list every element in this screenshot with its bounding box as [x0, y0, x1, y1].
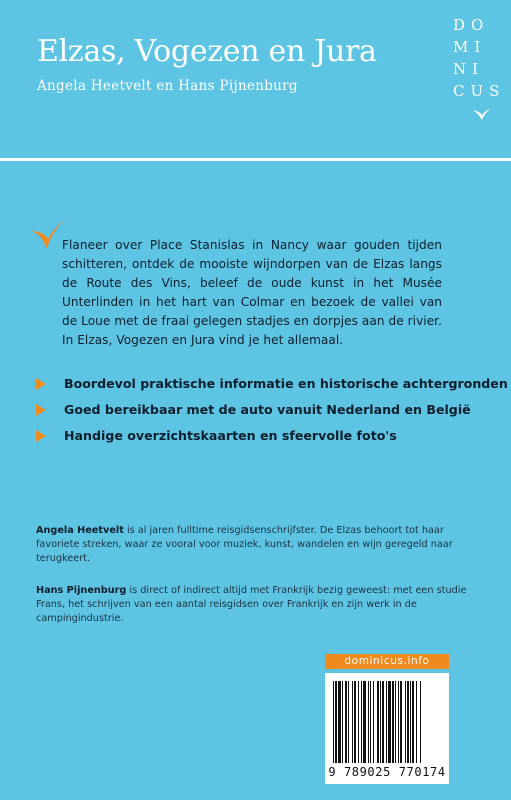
author-bio [36, 584, 476, 626]
logo-row: NI [453, 60, 485, 78]
intro-paragraph: Flaneer over Place Stanislas in Nancy waar gouden tijden schitteren, ontdek de mooiste wijndorpen van de Elzas langs de Route des Vins, beleef de oude kunst in het Musée Unterlinden in het hart van Colmar en bezoek de vallei van de Loue met de fraai gelegen stadjes en dorpjes aan de rivier. In Elzas, Vogezen en Jura vind je het allemaal. [62, 238, 442, 348]
logo-bird-icon [473, 108, 491, 122]
barcode-bars [333, 681, 441, 763]
dominicus-logo [450, 14, 506, 130]
isbn-number: 9 789025 770174 [328, 765, 446, 779]
barcode [325, 673, 449, 784]
book-title: Elzas, Vogezen en Jura [37, 34, 377, 69]
author-bio-text: is al jaren fulltime reisgidsenschrijfster. De Elzas behoort tot haar favoriete streken, waar ze vooral voor muziek, kunst, wandelen en wijn geregeld naar terugkeert. [36, 525, 453, 564]
feature-text: Goed bereikbaar met de auto vanuit Nederland en België [64, 402, 471, 417]
publisher-url[interactable]: dominicus.info [325, 654, 449, 669]
header-divider [0, 158, 511, 161]
arrow-bullet-icon [36, 404, 46, 416]
logo-row: MI [453, 38, 487, 56]
book-authors: Angela Heetvelt en Hans Pijnenburg [37, 78, 298, 94]
arrow-bullet-icon [36, 430, 46, 442]
logo-row: CUS [453, 82, 506, 100]
author-bio [36, 524, 476, 566]
author-bio-text: is direct of indirect altijd met Frankrijk bezig geweest: met een studie Frans, het schrijven van een aantal reisgidsen over Frankrijk en zijn werk in de campingindustrie. [36, 585, 467, 624]
feature-text: Boordevol praktische informatie en historische achtergronden [64, 376, 508, 391]
author-name: Angela Heetvelt [36, 525, 124, 536]
author-name: Hans Pijnenburg [36, 585, 127, 596]
arrow-bullet-icon [36, 378, 46, 390]
bird-icon [31, 219, 65, 251]
feature-text: Handige overzichtskaarten en sfeervolle foto's [64, 428, 397, 443]
logo-row: DO [453, 16, 490, 34]
